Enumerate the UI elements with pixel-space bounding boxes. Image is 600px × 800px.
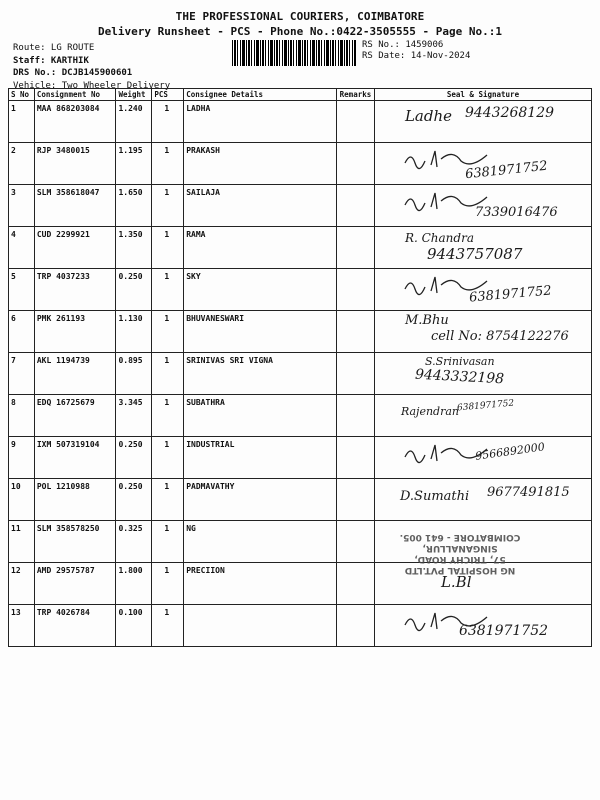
consignee-cell: RAMA <box>184 227 337 269</box>
consignee-cell: SKY <box>184 269 337 311</box>
signature-cell <box>374 521 591 575</box>
weight-cell: 1.130 <box>116 311 152 353</box>
table-row <box>9 437 592 479</box>
table-header-row <box>9 89 592 101</box>
table-row <box>9 395 592 437</box>
pcs-cell: 1 <box>152 521 184 563</box>
rs-date: RS Date: 14-Nov-2024 <box>362 51 471 61</box>
consignee-cell <box>184 605 337 647</box>
signature-cell <box>374 605 591 647</box>
consignee-cell: SAILAJA <box>184 185 337 227</box>
weight-cell: 0.250 <box>116 437 152 479</box>
pcs-cell: 1 <box>152 311 184 353</box>
weight-cell: 1.240 <box>116 101 152 143</box>
signature-cell <box>374 563 591 605</box>
pcs-cell: 1 <box>152 395 184 437</box>
pcs-cell: 1 <box>152 185 184 227</box>
table-row <box>9 521 592 563</box>
weight-cell: 3.345 <box>116 395 152 437</box>
col-pcs: PCS <box>152 89 184 101</box>
signature-phone: 9677491815 <box>486 485 570 500</box>
weight-cell: 1.350 <box>116 227 152 269</box>
consignee-cell: LADHA <box>184 101 337 143</box>
stamp-line: COIMBATORE - 641 005. <box>399 532 521 542</box>
rs-details <box>362 40 470 62</box>
consignment-cell: TRP 4037233 <box>34 269 116 311</box>
sno-cell: 11 <box>9 521 35 563</box>
col-sno: S No <box>9 89 35 101</box>
weight-cell: 0.100 <box>116 605 152 647</box>
sno-cell: 10 <box>9 479 35 521</box>
remarks-cell <box>336 353 374 395</box>
signature-phone: 9443332198 <box>414 366 505 388</box>
remarks-cell <box>336 479 374 521</box>
consignee-cell: PRECIION <box>184 563 337 605</box>
table-row <box>9 269 592 311</box>
col-seal-signature: Seal & Signature <box>374 89 591 101</box>
consignment-cell: POL 1210988 <box>34 479 116 521</box>
signature-cell <box>374 437 591 479</box>
consignment-cell: EDQ 16725679 <box>34 395 116 437</box>
stamp-line: 57, TRICHY ROAD, <box>414 554 506 564</box>
remarks-cell <box>336 395 374 437</box>
pcs-cell: 1 <box>152 101 184 143</box>
signature-cell <box>374 269 591 311</box>
route-label: Route: LG ROUTE <box>13 43 95 53</box>
consignment-cell: RJP 3480015 <box>34 143 116 185</box>
rs-number: RS No.: 1459006 <box>362 40 444 50</box>
signature-cell <box>374 185 591 227</box>
drs-number: DRS No.: DCJB145900601 <box>13 68 133 78</box>
sno-cell: 12 <box>9 563 35 605</box>
signature-phone: 6381971752 <box>464 158 549 183</box>
remarks-cell <box>336 605 374 647</box>
remarks-cell <box>336 143 374 185</box>
row12-signature: L.Bl <box>440 573 472 591</box>
pcs-cell: 1 <box>152 269 184 311</box>
sno-cell: 9 <box>9 437 35 479</box>
consignee-cell: BHUVANESWARI <box>184 311 337 353</box>
table-row <box>9 143 592 185</box>
route-details <box>13 42 170 92</box>
weight-cell: 1.800 <box>116 563 152 605</box>
consignment-cell: TRP 4026784 <box>34 605 116 647</box>
sno-cell: 8 <box>9 395 35 437</box>
table-row <box>9 563 592 605</box>
consignment-cell: SLM 358618047 <box>34 185 116 227</box>
remarks-cell <box>336 521 374 563</box>
pcs-cell: 1 <box>152 353 184 395</box>
consignee-cell: SUBATHRA <box>184 395 337 437</box>
consignment-cell: AKL 1194739 <box>34 353 116 395</box>
sno-cell: 7 <box>9 353 35 395</box>
stamp-line: SINGANALLUR, <box>422 543 498 553</box>
weight-cell: 0.250 <box>116 269 152 311</box>
weight-cell: 0.895 <box>116 353 152 395</box>
signature-cell <box>374 101 591 143</box>
signature-name: M.Bhu <box>404 313 449 328</box>
sno-cell: 2 <box>9 143 35 185</box>
remarks-cell <box>336 269 374 311</box>
remarks-cell <box>336 311 374 353</box>
signature-cell <box>374 353 591 395</box>
runsheet-subtitle: Delivery Runsheet - PCS - Phone No.:0422-3505555 - Page No.:1 <box>98 25 502 38</box>
col-consignee: Consignee Details <box>184 89 337 101</box>
weight-cell: 0.250 <box>116 479 152 521</box>
table-row <box>9 605 592 647</box>
table-row <box>9 101 592 143</box>
delivery-table <box>8 88 592 647</box>
barcode <box>232 40 356 66</box>
col-consignment: Consignment No <box>34 89 116 101</box>
stamp-line: NG HOSPITAL PVT.LTD <box>404 565 516 575</box>
remarks-cell <box>336 437 374 479</box>
signature-cell <box>374 395 591 437</box>
signature-phone: 7339016476 <box>474 205 558 220</box>
staff-label: Staff: KARTHIK <box>13 55 89 66</box>
consignment-cell: IXM 507319104 <box>34 437 116 479</box>
col-remarks: Remarks <box>336 89 374 101</box>
sno-cell: 5 <box>9 269 35 311</box>
consignee-cell: PADMAVATHY <box>184 479 337 521</box>
consignee-cell: PRAKASH <box>184 143 337 185</box>
signature-name: Rajendran <box>400 405 459 418</box>
signature-phone: 6381971752 <box>456 398 515 414</box>
weight-cell: 0.325 <box>116 521 152 563</box>
signature-phone: 6381971752 <box>458 623 549 639</box>
signature-name: R. Chandra <box>404 231 474 245</box>
remarks-cell <box>336 563 374 605</box>
table-row <box>9 353 592 395</box>
consignment-cell: PMK 261193 <box>34 311 116 353</box>
col-weight: Weight <box>116 89 152 101</box>
remarks-cell <box>336 185 374 227</box>
signature-cell <box>374 311 591 353</box>
remarks-cell <box>336 101 374 143</box>
table-row <box>9 185 592 227</box>
sno-cell: 1 <box>9 101 35 143</box>
sno-cell: 4 <box>9 227 35 269</box>
pcs-cell: 1 <box>152 437 184 479</box>
table-row <box>9 311 592 353</box>
signature-name: D.Sumathi <box>399 489 470 504</box>
consignment-cell: SLM 358578250 <box>34 521 116 563</box>
sno-cell: 13 <box>9 605 35 647</box>
pcs-cell: 1 <box>152 479 184 521</box>
signature-cell <box>374 143 591 185</box>
company-title: THE PROFESSIONAL COURIERS, COIMBATORE <box>175 10 425 23</box>
sno-cell: 6 <box>9 311 35 353</box>
signature-phone: 9443757087 <box>426 245 523 263</box>
table-row <box>9 227 592 269</box>
sno-cell: 3 <box>9 185 35 227</box>
consignee-cell: NG <box>184 521 337 563</box>
pcs-cell: 1 <box>152 143 184 185</box>
signature-phone: 9566892000 <box>474 440 546 463</box>
consignment-cell: MAA 868203084 <box>34 101 116 143</box>
pcs-cell: 1 <box>152 563 184 605</box>
signature-cell <box>374 227 591 269</box>
consignee-cell: SRINIVAS SRI VIGNA <box>184 353 337 395</box>
vehicle-label: Vehicle: Two Wheeler Delivery <box>13 80 171 91</box>
pcs-cell: 1 <box>152 605 184 647</box>
signature-name: S.Srinivasan <box>424 355 495 368</box>
signature-phone: 9443268129 <box>464 105 555 121</box>
signature-phone: cell No: 8754122276 <box>430 329 569 344</box>
consignment-cell: CUD 2299921 <box>34 227 116 269</box>
consignment-cell: AMD 29575787 <box>34 563 116 605</box>
signature-name: Ladhe <box>404 107 452 125</box>
weight-cell: 1.195 <box>116 143 152 185</box>
signature-phone: 6381971752 <box>468 283 553 306</box>
remarks-cell <box>336 227 374 269</box>
pcs-cell: 1 <box>152 227 184 269</box>
weight-cell: 1.650 <box>116 185 152 227</box>
consignee-cell: INDUSTRIAL <box>184 437 337 479</box>
